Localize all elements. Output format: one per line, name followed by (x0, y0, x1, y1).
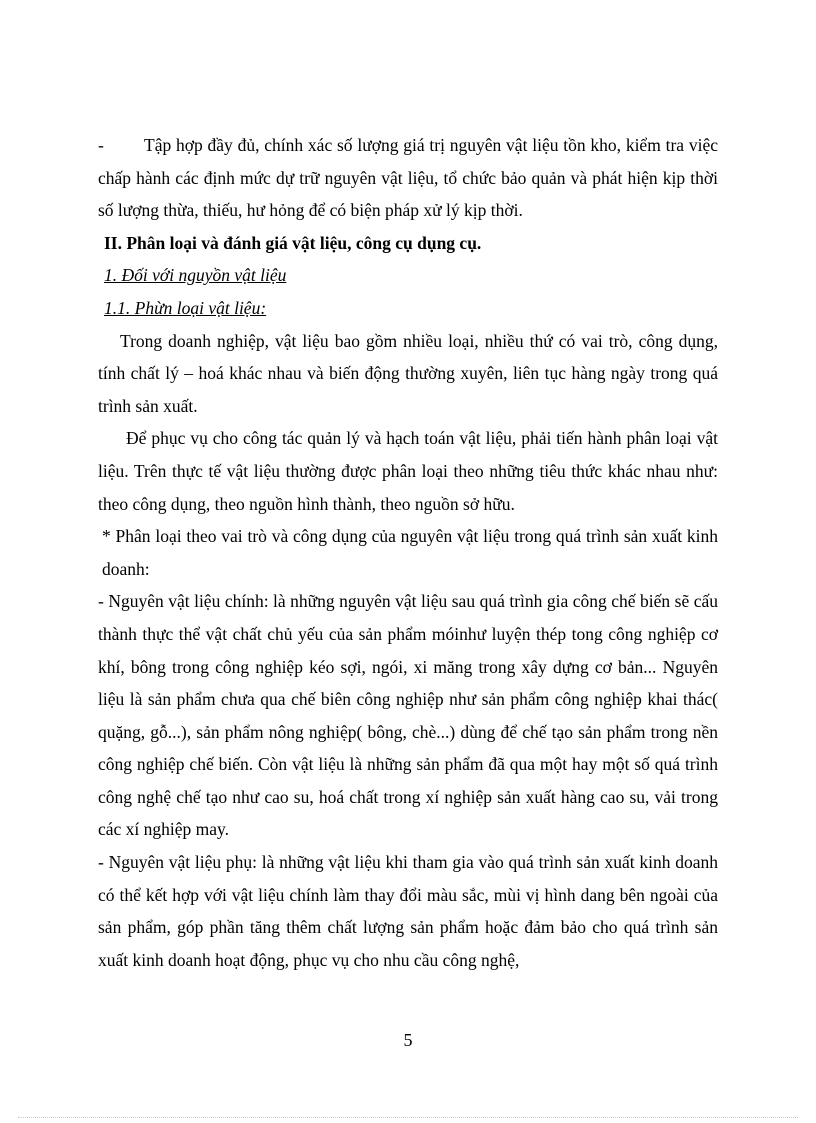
paragraph-auxiliary-materials: - Nguyên vật liệu phụ: là những vật liệu khi tham gia vào quá trình sản xuất kinh doanh có thể kết hợp với vật liệu chính làm thay đổi màu sắc, mùi vị hình dang bên ngoài của sản phẩm, góp phần tăng thêm chất lượng sản phẩm hoặc đảm bảo cho quá trình sản xuất kinh doanh hoạt động, phục vụ cho nhu cầu công nghệ, (98, 852, 718, 970)
paragraph-inventory (98, 129, 718, 227)
paragraph-classification-purpose: Để phục vụ cho công tác quản lý và hạch toán vật liệu, phải tiến hành phân loại vật liệu. Trên thực tế vật liệu thường được phân loại theo những tiêu thức khác nhau như: theo công dụng, theo nguồn hình thành, theo nguồn sở hữu. (98, 428, 718, 514)
section-heading: II. Phân loại và đánh giá vật liệu, công cụ dụng cụ. (104, 232, 482, 253)
footer-divider (18, 1117, 798, 1118)
subsubsection-heading: 1.1. Phừn loại vật liệu: (104, 297, 267, 318)
bullet-dash: - (98, 135, 104, 155)
paragraph-inventory-text: Tập hợp đầy đủ, chính xác số lượng giá trị nguyên vật liệu tồn kho, kiểm tra việc chấp hành các định mức dự trữ nguyên vật liệu, tổ chức bảo quản và phát hiện kịp thời số lượng thừa, thiếu, hư hỏng để có biện pháp xử lý kịp thời. (98, 135, 718, 221)
paragraph-materials-overview: Trong doanh nghiệp, vật liệu bao gồm nhiều loại, nhiều thứ có vai trò, công dụng, tính chất lý – hoá khác nhau và biến động thường xuyên, liên tục hàng ngày trong quá trình sản xuất. (98, 330, 718, 416)
paragraph-main-materials: - Nguyên vật liệu chính: là những nguyên vật liệu sau quá trình gia công chế biến sẽ cấu thành thực thể vật chất chủ yếu của sản phẩm móinhư luyện thép tong công nghiệp cơ khí, bông trong công nghiệp kéo sợi, ngói, xi măng trong xây dựng cơ bản... Nguyên liệu là sản phẩm chưa qua chế biên công nghiệp như sản phẩm công nghiệp khai thác( quặng, gỗ...), sản phẩm nông nghiệp( bông, chè...) dùng để chế tạo sản phẩm trong nền công nghiệp chế biến. Còn vật liệu là những sản phẩm đã qua một hay một số quá trình công nghệ chế tạo như cao su, hoá chất trong xí nghiệp sản xuất hàng cao su, vải trong các xí nghiệp may. (98, 591, 718, 840)
page-number: 5 (403, 1030, 413, 1050)
document-body (98, 129, 718, 976)
subsection-heading: 1. Đối với nguyồn vật liệu (104, 265, 287, 286)
paragraph-classification-by-role: * Phân loại theo vai trò và công dụng của nguyên vật liệu trong quá trình sản xuất kinh doanh: (102, 526, 718, 579)
